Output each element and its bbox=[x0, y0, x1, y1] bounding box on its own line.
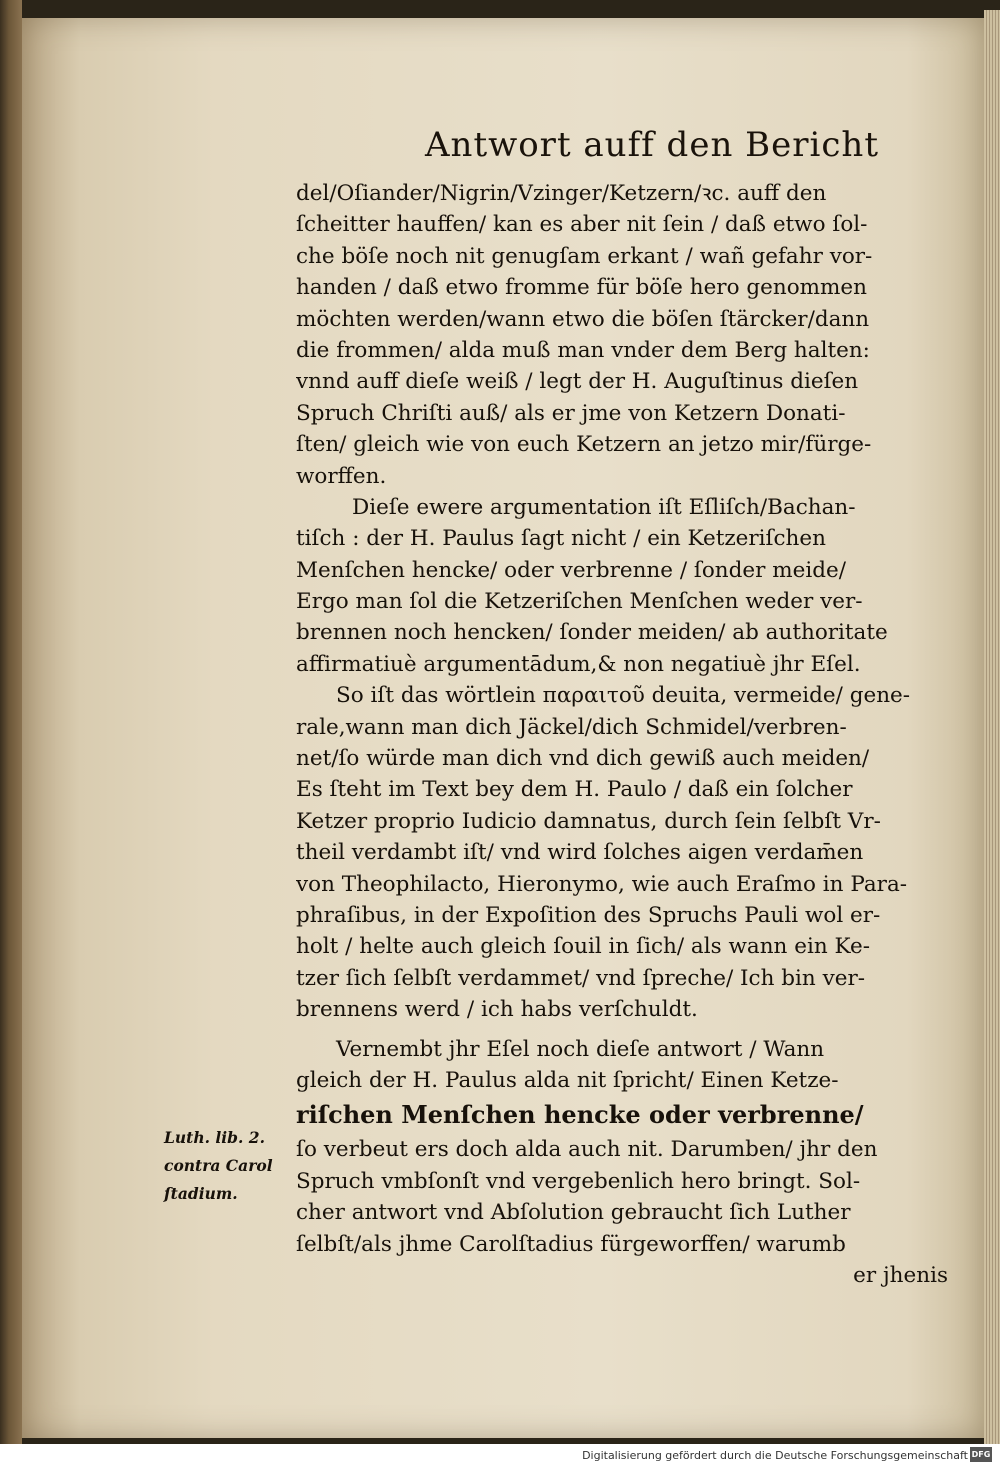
paragraph-1 bbox=[296, 178, 958, 492]
text-line: ſcheitter hauffen/ kan es aber nit ſein / daß etwo ſol- bbox=[296, 212, 868, 238]
catchword: er jhenis bbox=[853, 1262, 948, 1288]
text-line: ſelbſt/als jhme Carolſtadius fürgeworffen/ warumb bbox=[296, 1231, 846, 1257]
text-line: vnnd auff dieſe weiß / legt der H. Auguſtinus dieſen bbox=[296, 369, 859, 395]
page-fore-edge bbox=[984, 10, 1000, 1444]
text-line: die frommen/ alda muß man vnder dem Berg halten: bbox=[296, 337, 870, 363]
text-line: möchten werden/wann etwo die böſen ſtärcker/dann bbox=[296, 306, 870, 332]
text-line: net/ſo würde man dich vnd dich gewiß auch meiden/ bbox=[296, 746, 870, 772]
text-line: cher antwort vnd Abſolution gebraucht ſich Luther bbox=[296, 1200, 851, 1226]
page-body bbox=[296, 178, 958, 1291]
margin-note-line: Luth. lib. 2. bbox=[164, 1128, 265, 1147]
paragraph-2 bbox=[296, 492, 958, 523]
text-line-emphasis: riſchen Menſchen hencke oder verbrenne/ bbox=[296, 1100, 864, 1130]
running-head: Antwort auff den Bericht bbox=[425, 125, 879, 165]
footer-credit: Digitalisierung gefördert durch die Deutsche Forschungsgemeinschaft bbox=[582, 1449, 968, 1462]
text-line: ſten/ gleich wie von euch Ketzern an jetzo mir/fürge- bbox=[296, 432, 872, 458]
text-line: So iſt das wörtlein παραιτοῦ deuita, vermeide/ gene- bbox=[336, 683, 911, 709]
text-line: Es ſteht im Text bey dem H. Paulo / daß ein ſolcher bbox=[296, 777, 853, 803]
text-line: phraſibus, in der Expoſition des Spruchs Pauli wol er- bbox=[296, 902, 881, 928]
text-line: Vernembt jhr Eſel noch dieſe antwort / Wann bbox=[336, 1036, 825, 1062]
text-line: theil verdambt iſt/ vnd wird ſolches aigen verdam̄en bbox=[296, 840, 864, 866]
margin-note-line: contra Carol bbox=[164, 1156, 273, 1175]
text-line: che böſe noch nit genugſam erkant / wañ gefahr vor- bbox=[296, 243, 873, 269]
margin-note bbox=[164, 1124, 289, 1208]
text-line: von Theophilacto, Hieronymo, wie auch Eraſmo in Para- bbox=[296, 871, 908, 897]
text-line: rale,wann man dich Jäckel/dich Schmidel/verbren- bbox=[296, 714, 847, 740]
text-line: affirmatiuè argumentādum,& non negatiuè jhr Eſel. bbox=[296, 651, 861, 677]
text-line: Dieſe ewere argumentation iſt Eſliſch/Bachan- bbox=[352, 494, 856, 520]
text-line: gleich der H. Paulus alda nit ſpricht/ Einen Ketze- bbox=[296, 1067, 839, 1093]
text-line: Ketzer proprio Iudicio damnatus, durch ſein ſelbſt Vr- bbox=[296, 808, 881, 834]
text-line: holt / helte auch gleich ſouil in ſich/ als wann ein Ke- bbox=[296, 934, 870, 960]
margin-note-line: ſtadium. bbox=[164, 1184, 238, 1203]
text-line: tzer ſich ſelbſt verdammet/ vnd ſpreche/ Ich bin ver- bbox=[296, 965, 866, 991]
text-line: tiſch : der H. Paulus ſagt nicht / ein Ketzeriſchen bbox=[296, 526, 826, 552]
text-line: Ergo man ſol die Ketzeriſchen Menſchen weder ver- bbox=[296, 589, 863, 615]
text-line: brennens werd / ich habs verſchuldt. bbox=[296, 997, 698, 1023]
paragraph-2-cont bbox=[296, 523, 958, 680]
text-line: Spruch Chriſti auß/ als er jme von Ketzern Donati- bbox=[296, 400, 846, 426]
text-line: handen / daß etwo fromme für böſe hero genommen bbox=[296, 275, 867, 301]
text-line: del/Oſiander/Nigrin/Vzinger/Ketzern/ꝛc. auff den bbox=[296, 181, 827, 206]
text-line: brennen noch hencken/ ſonder meiden/ ab authoritate bbox=[296, 620, 888, 646]
text-line: ſo verbeut ers doch alda auch nit. Darumben/ jhr den bbox=[296, 1137, 878, 1163]
text-line: Menſchen hencke/ oder verbrenne / ſonder meide/ bbox=[296, 557, 846, 583]
paragraph-4 bbox=[296, 1034, 958, 1292]
dfg-logo: DFG bbox=[970, 1447, 992, 1462]
paragraph-3 bbox=[296, 680, 958, 1025]
text-line: Spruch vmbſonſt vnd vergebenlich hero bringt. Sol- bbox=[296, 1168, 861, 1194]
book-binding bbox=[0, 0, 22, 1444]
text-line: worffen. bbox=[296, 463, 387, 489]
